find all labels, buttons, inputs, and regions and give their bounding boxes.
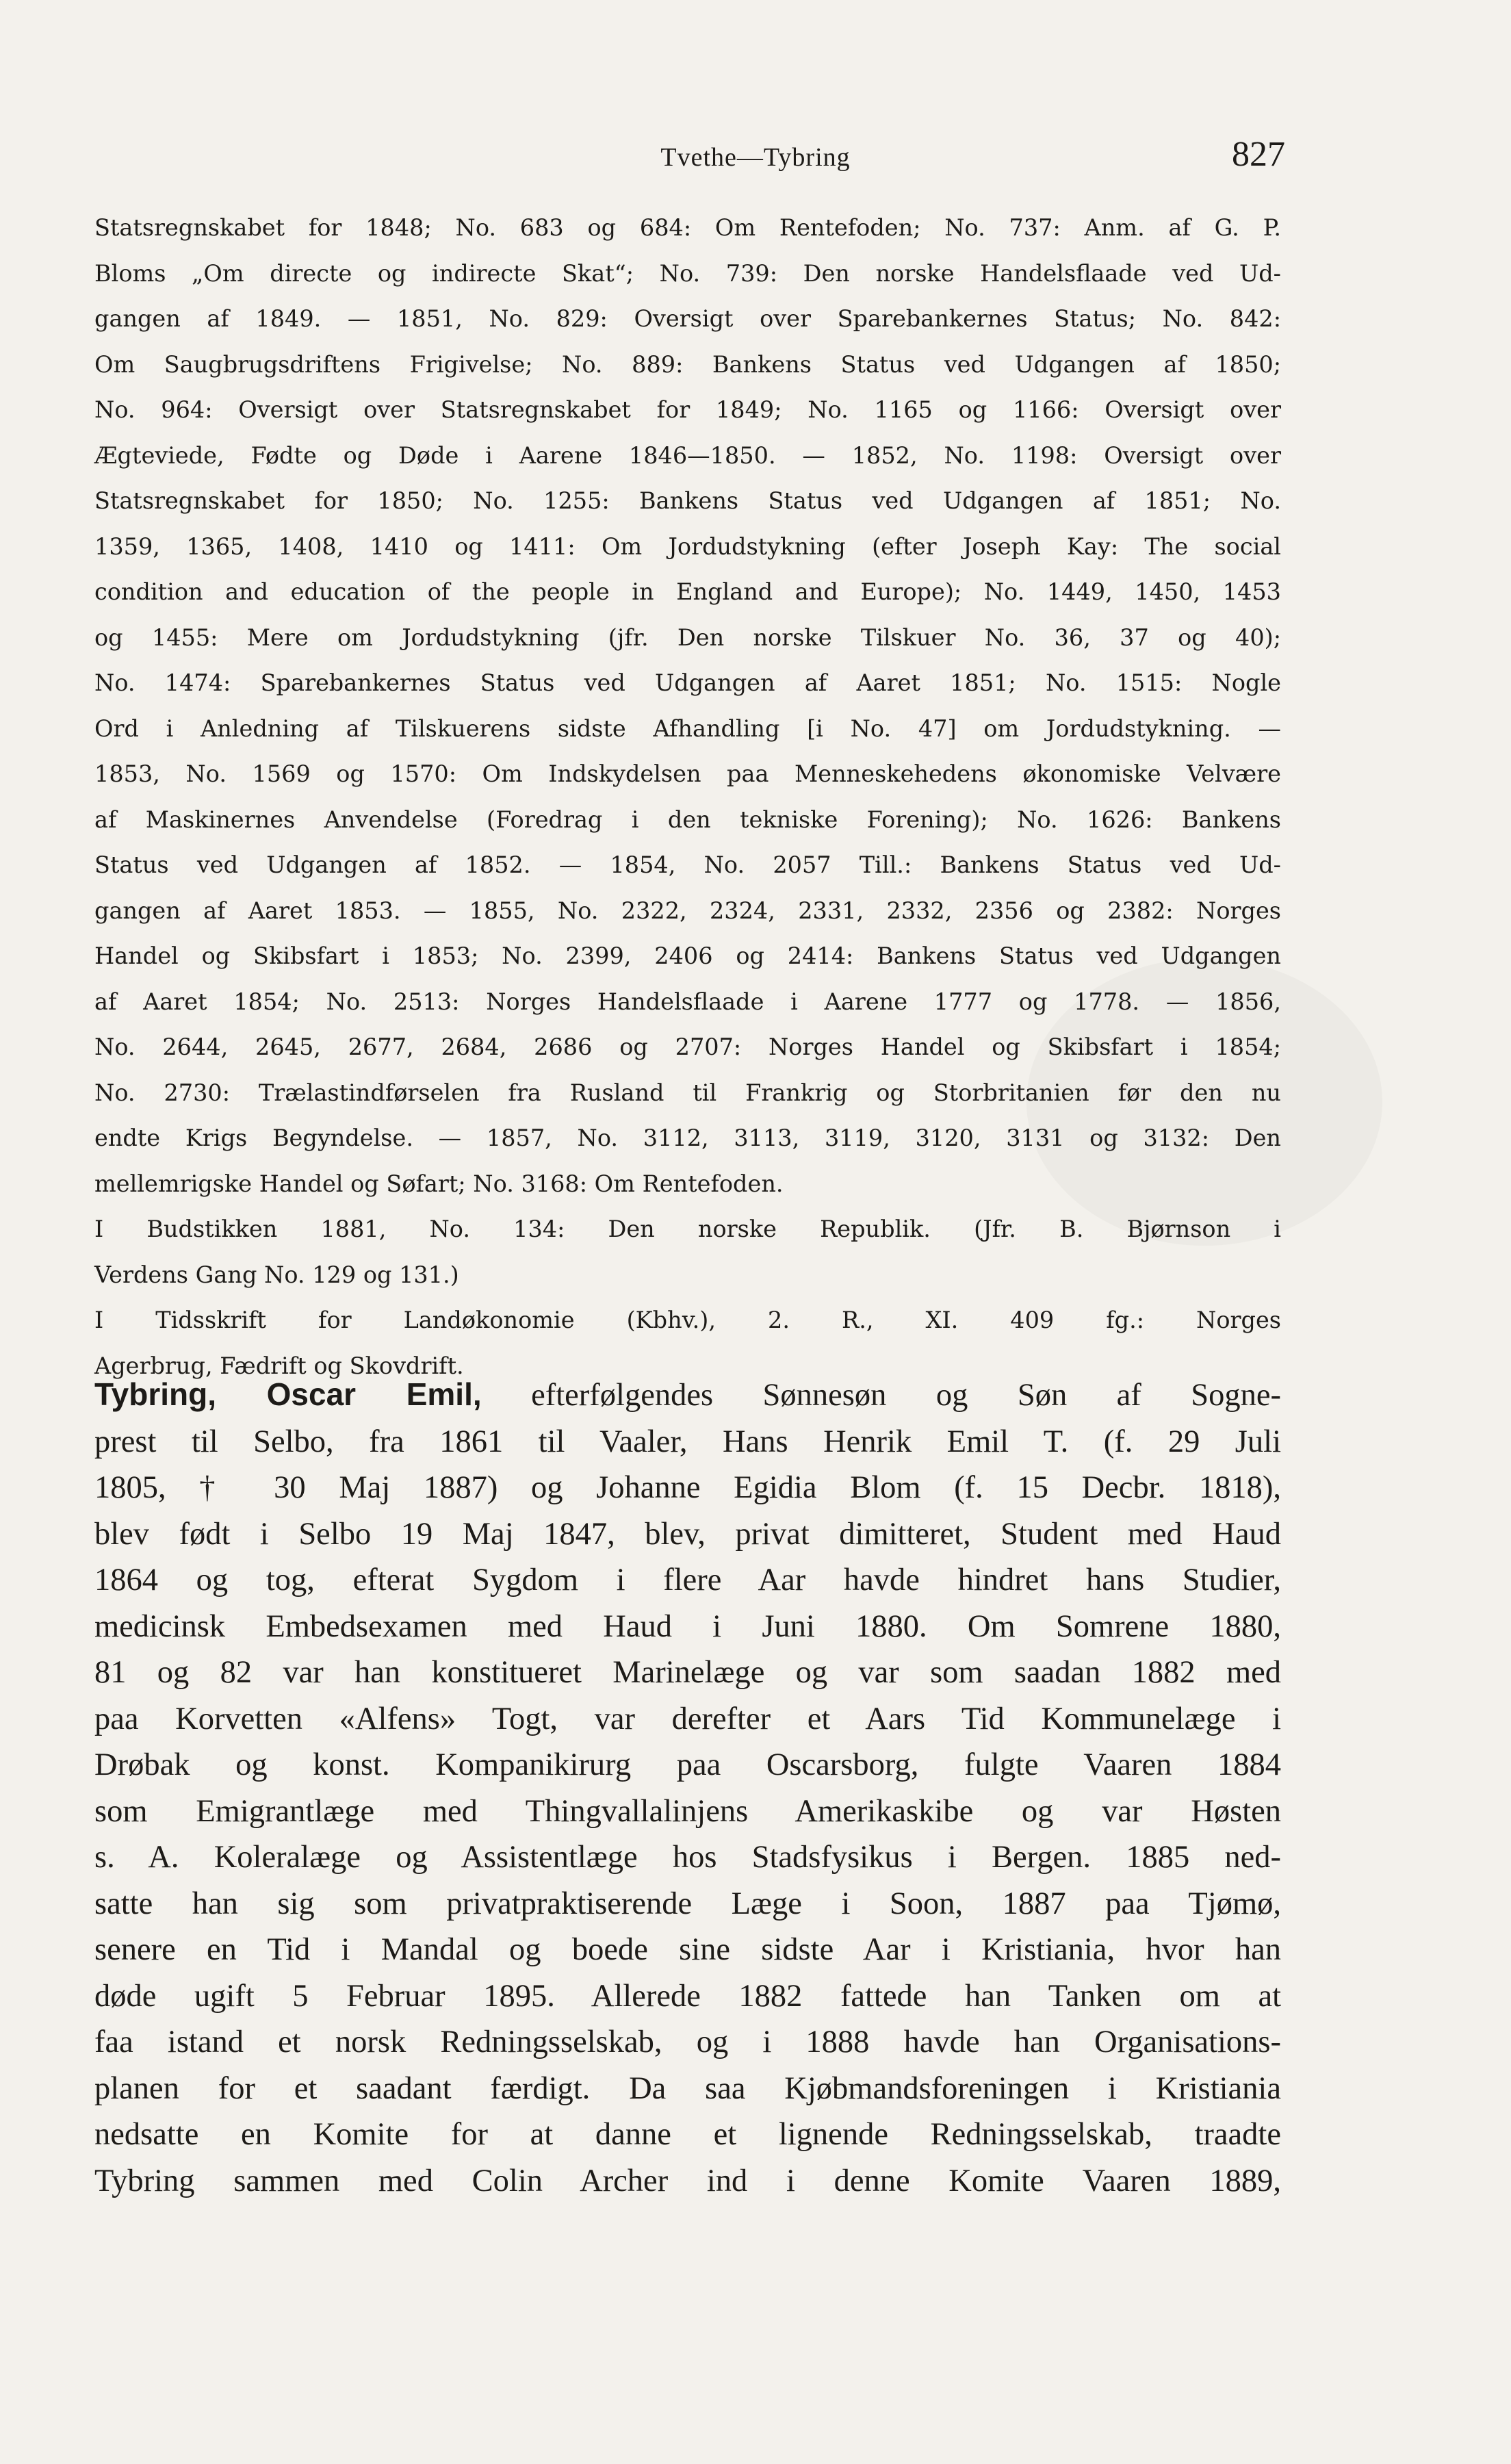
bio-first-line xyxy=(94,1372,1281,1419)
bio-line: Drøbak og konst. Kompanikirurg paa Oscarsborg, fulgte Vaaren 1884 xyxy=(94,1747,1281,1782)
budstikken-line: Verdens Gang No. 129 og 131.) xyxy=(94,1261,459,1288)
biography-entry xyxy=(94,1372,1281,2204)
bio-line: senere en Tid i Mandal og boede sine sidste Aar i Kristiania, hvor han xyxy=(94,1932,1281,1967)
bio-line: faa istand et norsk Redningsselskab, og i 1888 havde han Organisations- xyxy=(94,2025,1281,2059)
biblio-line: Handel og Skibsfart i 1853; No. 2399, 2406 og 2414: Bankens Status ved Udgangen xyxy=(94,942,1281,969)
biblio-line: Bloms „Om directe og indirecte Skat“; No. 739: Den norske Handelsflaade ved Ud- xyxy=(94,259,1281,287)
bio-line: 81 og 82 var han konstitueret Marinelæge og var som saadan 1882 med xyxy=(94,1655,1281,1690)
page-number: 827 xyxy=(1232,135,1285,174)
biblio-line: Status ved Udgangen af 1852. — 1854, No. 2057 Till.: Bankens Status ved Ud- xyxy=(94,851,1281,878)
biblio-line: mellemrigske Handel og Søfart; No. 3168: Om Rentefoden. xyxy=(94,1170,784,1197)
bio-line: s. A. Koleralæge og Assistentlæge hos Stadsfysikus i Bergen. 1885 ned- xyxy=(94,1840,1281,1875)
biblio-line: Statsregnskabet for 1848; No. 683 og 684: Om Rentefoden; No. 737: Anm. af G. P. xyxy=(94,214,1281,241)
tidsskrift-line: Agerbrug, Fædrift og Skovdrift. xyxy=(94,1352,464,1379)
biblio-line: Statsregnskabet for 1850; No. 1255: Bankens Status ved Udgangen af 1851; No. xyxy=(94,487,1281,514)
bibliography-block xyxy=(94,205,1281,1389)
biblio-line: Om Saugbrugsdriftens Frigivelse; No. 889: Bankens Status ved Udgangen af 1850; xyxy=(94,350,1281,378)
bio-line: døde ugift 5 Februar 1895. Allerede 1882 fattede han Tanken om at xyxy=(94,1978,1281,2014)
biblio-line: af Maskinernes Anvendelse (Foredrag i den tekniske Forening); No. 1626: Bankens xyxy=(94,806,1281,833)
biblio-line: No. 1474: Sparebankernes Status ved Udgangen af Aaret 1851; No. 1515: Nogle xyxy=(94,669,1281,696)
bio-line: efterfølgendes Sønnesøn og Søn af Sogne- xyxy=(531,1378,1281,1413)
bio-line: som Emigrantlæge med Thingvallalinjens Amerikaskibe og var Høsten xyxy=(94,1793,1281,1829)
bio-line: planen for et saadant færdigt. Da saa Kjøbmandsforeningen i Kristiania xyxy=(94,2070,1281,2106)
biblio-line: gangen af 1849. — 1851, No. 829: Oversigt over Sparebankernes Status; No. 842: xyxy=(94,305,1281,332)
bio-line: paa Korvetten «Alfens» Togt, var derefter et Aars Tid Kommunelæge i xyxy=(94,1701,1281,1736)
biblio-line: gangen af Aaret 1853. — 1855, No. 2322, 2324, 2331, 2332, 2356 og 2382: Norges xyxy=(94,897,1281,924)
bio-line: Tybring sammen med Colin Archer ind i denne Komite Vaaren 1889, xyxy=(94,2163,1281,2198)
biblio-line: endte Krigs Begyndelse. — 1857, No. 3112, 3113, 3119, 3120, 3131 og 3132: Den xyxy=(94,1125,1281,1151)
budstikken-line: I Budstikken 1881, No. 134: Den norske Republik. (Jfr. B. Bjørnson i xyxy=(94,1216,1281,1242)
bio-line: prest til Selbo, fra 1861 til Vaaler, Hans Henrik Emil T. (f. 29 Juli xyxy=(94,1424,1281,1459)
tidsskrift-line: I Tidsskrift for Landøkonomie (Kbhv.), 2. R., XI. 409 fg.: Norges xyxy=(94,1307,1281,1333)
biblio-line: No. 2644, 2645, 2677, 2684, 2686 og 2707: Norges Handel og Skibsfart i 1854; xyxy=(94,1034,1281,1060)
biblio-line: Ord i Anledning af Tilskuerens sidste Afhandling [i No. 47] om Jordudstykning. — xyxy=(94,715,1281,742)
biblio-line: 1359, 1365, 1408, 1410 og 1411: Om Jordudstykning (efter Joseph Kay: The social xyxy=(94,532,1281,560)
biblio-line: No. 964: Oversigt over Statsregnskabet for 1849; No. 1165 og 1166: Oversigt over xyxy=(94,396,1281,423)
bio-line: blev født i Selbo 19 Maj 1847, blev, privat dimitteret, Student med Haud xyxy=(94,1516,1281,1552)
biblio-line: No. 2730: Trælastindførselen fra Rusland til Frankrig og Storbritanien før den nu xyxy=(94,1079,1281,1106)
biblio-line: og 1455: Mere om Jordudstykning (jfr. Den norske Tilskuer No. 36, 37 og 40); xyxy=(94,624,1281,651)
running-head: Tvethe—Tybring xyxy=(660,143,851,172)
bio-line: medicinsk Embedsexamen med Haud i Juni 1880. Om Somrene 1880, xyxy=(94,1608,1281,1644)
bio-line: 1805, † 30 Maj 1887) og Johanne Egidia Blom (f. 15 Decbr. 1818), xyxy=(94,1470,1281,1505)
biblio-line: Ægteviede, Fødte og Døde i Aarene 1846—1850. — 1852, No. 1198: Oversigt over xyxy=(94,441,1281,469)
biblio-line: 1853, No. 1569 og 1570: Om Indskydelsen paa Menneskehedens økonomiske Velvære xyxy=(94,760,1281,787)
biblio-line: condition and education of the people in England and Europe); No. 1449, 1450, 1453 xyxy=(94,578,1281,605)
biblio-line: af Aaret 1854; No. 2513: Norges Handelsflaade i Aarene 1777 og 1778. — 1856, xyxy=(94,988,1281,1015)
bio-line: satte han sig som privatpraktiserende Læge i Soon, 1887 paa Tjømø, xyxy=(94,1886,1281,1921)
bio-line: nedsatte en Komite for at danne et lignende Redningsselskab, traadte xyxy=(94,2117,1281,2152)
entry-heading-name: Tybring, Oscar Emil, xyxy=(94,1376,482,1412)
bio-line: 1864 og tog, efterat Sygdom i flere Aar havde hindret hans Studier, xyxy=(94,1563,1281,1597)
